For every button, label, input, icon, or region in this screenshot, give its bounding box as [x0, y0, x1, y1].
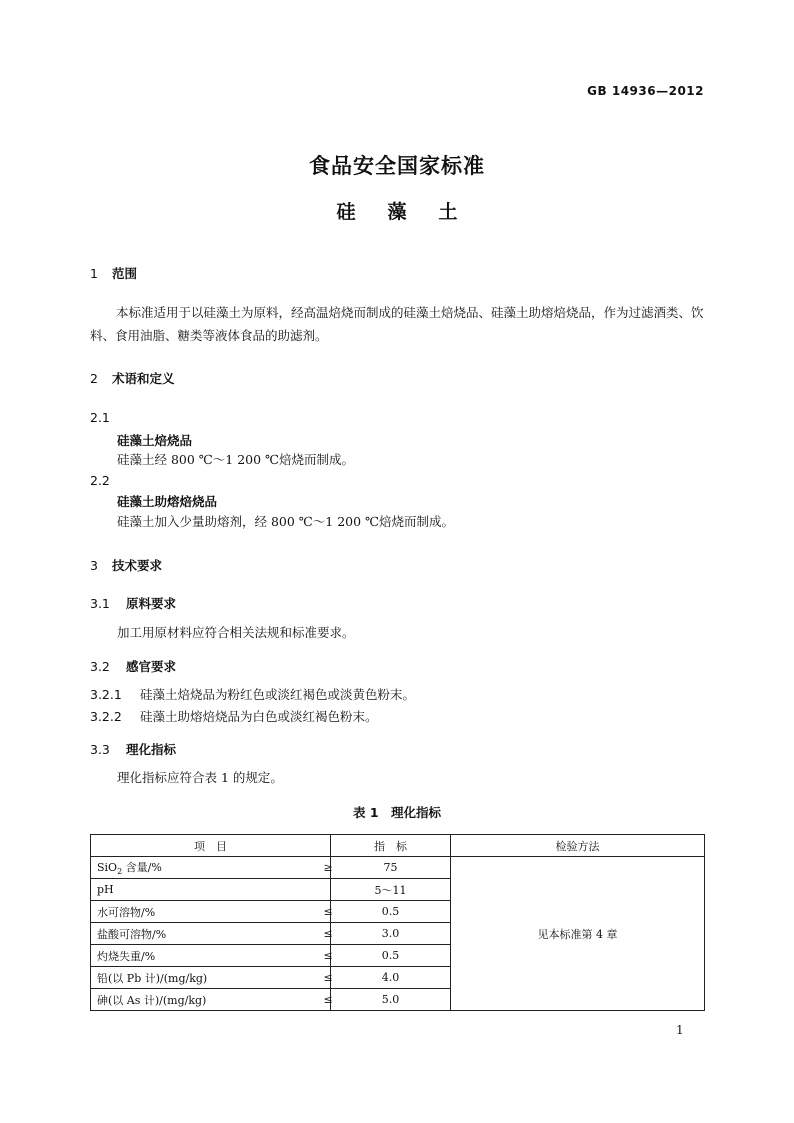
section-3-3-text: 理化指标应符合表 1 的规定。 [117, 770, 283, 785]
row-symbol: ≤ [318, 967, 331, 989]
row-value: 0.5 [331, 945, 451, 967]
term-2-2-name: 硅藻土助熔焙烧品 [117, 494, 218, 509]
section-number: 3.2.1 [90, 687, 122, 702]
standard-code: GB 14936—2012 [587, 84, 704, 98]
section-number: 2 [90, 371, 98, 386]
section-text: 硅藻土助熔焙烧品为白色或淡红褐色粉末。 [140, 709, 378, 724]
section-number: 3.2 [90, 659, 110, 674]
section-number: 3.3 [90, 742, 110, 757]
section-3-1-text: 加工用原材料应符合相关法规和标准要求。 [117, 625, 355, 640]
term-2-1-number: 2.1 [90, 410, 110, 425]
section-2-heading [90, 369, 175, 387]
section-number: 3.2.2 [90, 709, 122, 724]
physicochemical-table [90, 834, 705, 1011]
section-1-heading [90, 264, 137, 282]
section-number: 3 [90, 558, 98, 573]
row-item: 铅(以 Pb 计)/(mg/kg) [91, 967, 318, 989]
table-header-row [91, 835, 705, 857]
row-symbol: ≤ [318, 989, 331, 1011]
row-item: 砷(以 As 计)/(mg/kg) [91, 989, 318, 1011]
term-2-2-definition: 硅藻土加入少量助熔剂，经 800 ℃～1 200 ℃焙烧而制成。 [117, 514, 455, 529]
row-item: 灼烧失重/% [91, 945, 318, 967]
section-number: 1 [90, 266, 98, 281]
section-title: 理化指标 [126, 742, 177, 757]
row-value: 5.0 [331, 989, 451, 1011]
section-3-heading [90, 556, 162, 574]
term-2-2-number: 2.2 [90, 473, 110, 488]
row-item: pH [91, 879, 318, 901]
section-title: 术语和定义 [112, 371, 175, 386]
section-title: 原料要求 [126, 596, 177, 611]
section-title: 技术要求 [112, 558, 163, 573]
method-cell: 见本标准第 4 章 [451, 857, 705, 1011]
table-row [91, 857, 705, 879]
header-value: 指 标 [331, 835, 451, 857]
page-title: 食品安全国家标准 [309, 154, 485, 178]
row-symbol [318, 879, 331, 901]
section-text: 硅藻土焙烧品为粉红色或淡红褐色或淡黄色粉末。 [140, 687, 416, 702]
row-item: 水可溶物/% [91, 901, 318, 923]
row-item: 盐酸可溶物/% [91, 923, 318, 945]
section-3-2-2-line [90, 705, 378, 728]
header-item: 项 目 [91, 835, 331, 857]
section-3-2-1-line [90, 683, 415, 706]
row-symbol: ≤ [318, 923, 331, 945]
section-title: 感官要求 [126, 659, 177, 674]
section-number: 3.1 [90, 596, 110, 611]
page-number: 1 [676, 1023, 684, 1037]
row-symbol: ≤ [318, 945, 331, 967]
row-value: 5～11 [331, 879, 451, 901]
term-2-1-definition: 硅藻土经 800 ℃～1 200 ℃焙烧而制成。 [117, 452, 355, 467]
row-value: 3.0 [331, 923, 451, 945]
section-3-3-heading [90, 740, 176, 758]
term-2-1-name: 硅藻土焙烧品 [117, 433, 193, 448]
header-method: 检验方法 [451, 835, 705, 857]
section-3-2-heading [90, 657, 176, 675]
row-symbol: ≥ [318, 857, 331, 879]
row-value: 75 [331, 857, 451, 879]
section-3-1-heading [90, 594, 176, 612]
table-caption: 表 1 理化指标 [352, 805, 442, 820]
row-item: SiO$_2$ 含量/% [91, 857, 318, 879]
page-subtitle: 硅藻土 [336, 201, 490, 223]
row-symbol: ≤ [318, 901, 331, 923]
section-1-text: 本标准适用于以硅藻土为原料，经高温焙烧而制成的硅藻土焙烧品、硅藻土助熔焙烧品，作为过滤酒类、饮料、食用油脂、糖类等液体食品的助滤剂。 [90, 305, 704, 343]
section-title: 范围 [112, 266, 138, 281]
row-value: 4.0 [331, 967, 451, 989]
row-value: 0.5 [331, 901, 451, 923]
